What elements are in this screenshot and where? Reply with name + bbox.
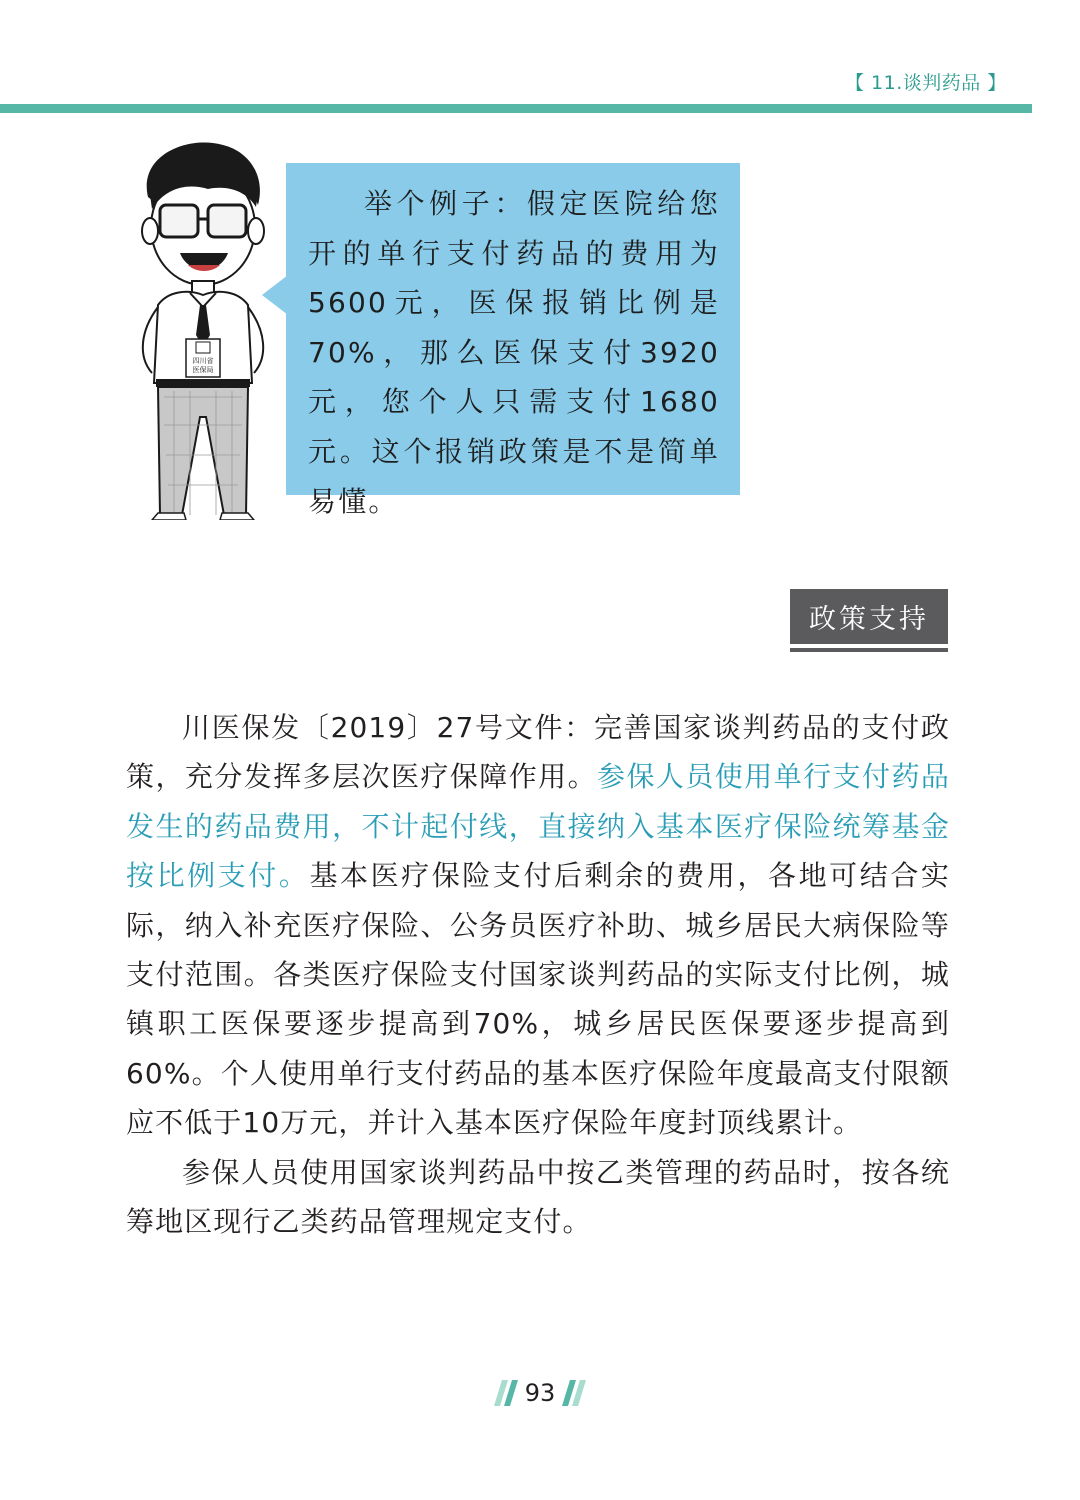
speech-bubble-text: 举个例子：假定医院给您开的单行支付药品的费用为5600元，医保报销比例是70%，那么医保支付3920元，您个人只需支付1680元。这个报销政策是不是简单易懂。 bbox=[308, 187, 720, 518]
paragraph-2: 参保人员使用国家谈判药品中按乙类管理的药品时，按各统筹地区现行乙类药品管理规定支付。 bbox=[126, 1155, 950, 1239]
header-rule bbox=[0, 104, 1032, 113]
badge-text-line1: 四川省 bbox=[192, 357, 214, 365]
badge-text-line2: 医保局 bbox=[192, 366, 214, 374]
cartoon-character-illustration bbox=[128, 135, 278, 520]
speech-bubble bbox=[286, 163, 740, 518]
section-title-underline bbox=[790, 648, 948, 652]
paragraph-1-rest: 基本医疗保险支付后剩余的费用，各地可结合实际，纳入补充医疗保险、公务员医疗补助、城乡居民大病保险等支付范围。各类医疗保险支付国家谈判药品的实际支付比例，城镇职工医保要逐步提高到70%，城乡居民医保要逐步提高到60%。个人使用单行支付药品的基本医疗保险年度最高支付限额应不低于10万元，并计入基本医疗保险年度封顶线累计。 bbox=[126, 859, 950, 1140]
speech-bubble-tail bbox=[262, 275, 288, 315]
paragraph-1-intro: 川医保发〔2019〕27号文件：完善国家谈判药品的支付政策，充分发挥多层次医疗保障作用。 bbox=[126, 711, 950, 794]
body-text bbox=[126, 703, 950, 1246]
section-title-policy-support: 政策支持 bbox=[790, 589, 948, 644]
paragraph-1-highlight: 参保人员使用单行支付药品发生的药品费用，不计起付线，直接纳入基本医疗保险统筹基金按比例支付。 bbox=[126, 760, 950, 893]
paragraph-1 bbox=[126, 703, 950, 1148]
page-number: 93 bbox=[524, 1379, 556, 1407]
chapter-tag: 【 11.谈判药品 】 bbox=[845, 72, 1007, 94]
